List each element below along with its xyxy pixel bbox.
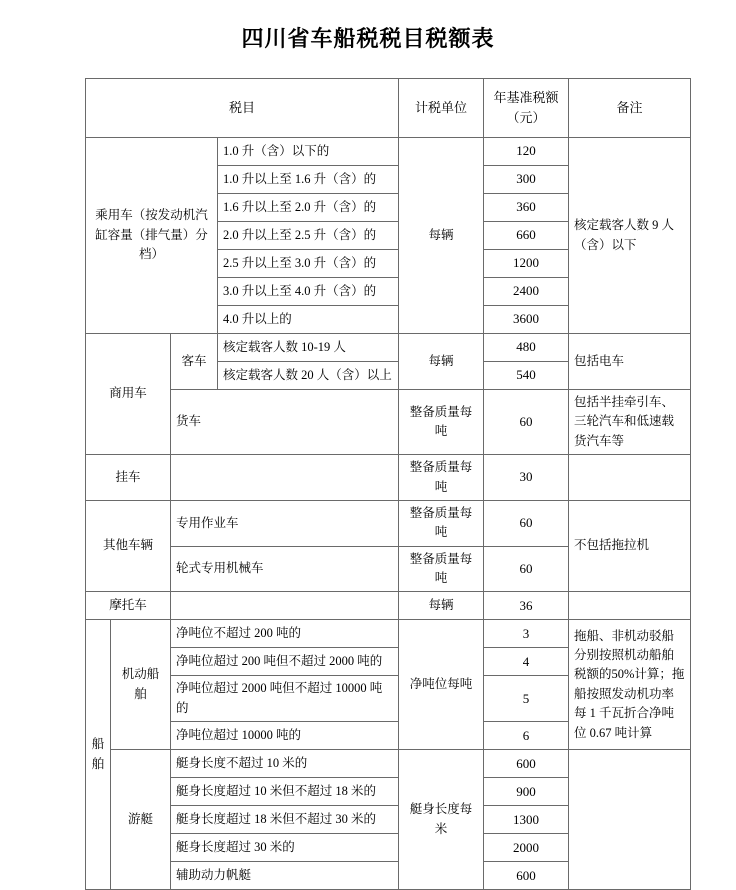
amount-cell: 480 (484, 334, 569, 362)
amount-cell: 3600 (484, 306, 569, 334)
amount-cell: 1300 (484, 806, 569, 834)
row-desc: 轮式专用机械车 (171, 546, 399, 592)
row-desc: 辅助动力帆艇 (171, 862, 399, 890)
header-annual-base-amount (484, 79, 569, 138)
header-remarks: 备注 (569, 79, 691, 138)
row-desc: 1.6 升以上至 2.0 升（含）的 (218, 194, 399, 222)
subgroup-yacht: 游艇 (111, 750, 171, 890)
amount-cell: 900 (484, 778, 569, 806)
row-desc: 专用作业车 (171, 500, 399, 546)
remark-motorcycle (569, 592, 691, 620)
table-row (86, 620, 691, 648)
amount-cell: 360 (484, 194, 569, 222)
table-row (86, 592, 691, 620)
table-row (86, 455, 691, 501)
unit-bus: 每辆 (399, 334, 484, 390)
group-vessel: 船舶 (86, 620, 111, 890)
table-header (86, 79, 691, 138)
group-trailer: 挂车 (86, 455, 171, 501)
row-desc: 2.0 升以上至 2.5 升（含）的 (218, 222, 399, 250)
unit-yacht: 艇身长度每米 (399, 750, 484, 890)
amount-cell: 6 (484, 722, 569, 750)
row-desc: 艇身长度超过 10 米但不超过 18 米的 (171, 778, 399, 806)
subgroup-motor-vessel: 机动船舶 (111, 620, 171, 750)
row-desc: 4.0 升以上的 (218, 306, 399, 334)
row-desc: 艇身长度超过 18 米但不超过 30 米的 (171, 806, 399, 834)
amount-cell: 1200 (484, 250, 569, 278)
amount-cell: 30 (484, 455, 569, 501)
unit-truck: 整备质量每吨 (399, 390, 484, 455)
table-row (86, 390, 691, 455)
row-desc: 净吨位不超过 200 吨的 (171, 620, 399, 648)
subgroup-bus: 客车 (171, 334, 218, 390)
group-motorcycle: 摩托车 (86, 592, 171, 620)
remark-bus: 包括电车 (569, 334, 691, 390)
tax-schedule-table (85, 78, 691, 890)
unit-trailer: 整备质量每吨 (399, 455, 484, 501)
header-amount-line2: （元） (506, 110, 546, 125)
amount-cell: 5 (484, 676, 569, 722)
row-desc: 净吨位超过 10000 吨的 (171, 722, 399, 750)
table-body (86, 138, 691, 890)
amount-cell: 2000 (484, 834, 569, 862)
amount-cell: 2400 (484, 278, 569, 306)
row-desc: 1.0 升（含）以下的 (218, 138, 399, 166)
table-row (86, 500, 691, 546)
remark-motor-vessel: 拖船、非机动驳船分别按照机动船舶税额的50%计算；拖船按照发动机功率每 1 千瓦折合净吨位 0.67 吨计算 (569, 620, 691, 750)
row-desc (171, 592, 399, 620)
amount-cell: 600 (484, 862, 569, 890)
row-desc (171, 455, 399, 501)
amount-cell: 60 (484, 390, 569, 455)
amount-cell: 60 (484, 500, 569, 546)
amount-cell: 600 (484, 750, 569, 778)
amount-cell: 540 (484, 362, 569, 390)
tax-table-container (85, 78, 690, 890)
table-row (86, 334, 691, 362)
row-desc: 3.0 升以上至 4.0 升（含）的 (218, 278, 399, 306)
row-desc: 核定载客人数 20 人（含）以上 (218, 362, 399, 390)
group-commercial-vehicle: 商用车 (86, 334, 171, 455)
remark-passenger-vehicle: 核定载客人数 9 人（含）以下 (569, 138, 691, 334)
table-row (86, 750, 691, 778)
remark-truck: 包括半挂牵引车、三轮汽车和低速载货汽车等 (569, 390, 691, 455)
page-title: 四川省车船税税目税额表 (241, 26, 495, 51)
row-desc: 2.5 升以上至 3.0 升（含）的 (218, 250, 399, 278)
unit-cell: 整备质量每吨 (399, 546, 484, 592)
amount-cell: 300 (484, 166, 569, 194)
row-desc: 净吨位超过 2000 吨但不超过 10000 吨的 (171, 676, 399, 722)
group-passenger-vehicle: 乘用车（按发动机汽缸容量（排气量）分档） (86, 138, 218, 334)
amount-cell: 4 (484, 648, 569, 676)
unit-cell: 整备质量每吨 (399, 500, 484, 546)
group-other-vehicles: 其他车辆 (86, 500, 171, 592)
row-desc: 艇身长度超过 30 米的 (171, 834, 399, 862)
header-tax-item: 税目 (86, 79, 399, 138)
row-desc: 核定载客人数 10-19 人 (218, 334, 399, 362)
remark-other-vehicles: 不包括拖拉机 (569, 500, 691, 592)
unit-passenger-vehicle: 每辆 (399, 138, 484, 334)
row-desc: 净吨位超过 200 吨但不超过 2000 吨的 (171, 648, 399, 676)
remark-yacht (569, 750, 691, 890)
amount-cell: 120 (484, 138, 569, 166)
header-amount-line1: 年基准税额 (493, 89, 559, 105)
unit-motor-vessel: 净吨位每吨 (399, 620, 484, 750)
subgroup-truck: 货车 (171, 390, 399, 455)
remark-trailer (569, 455, 691, 501)
amount-cell: 660 (484, 222, 569, 250)
row-desc: 1.0 升以上至 1.6 升（含）的 (218, 166, 399, 194)
header-tax-unit: 计税单位 (399, 79, 484, 138)
row-desc: 艇身长度不超过 10 米的 (171, 750, 399, 778)
amount-cell: 3 (484, 620, 569, 648)
unit-motorcycle: 每辆 (399, 592, 484, 620)
table-row (86, 138, 691, 166)
amount-cell: 60 (484, 546, 569, 592)
amount-cell: 36 (484, 592, 569, 620)
